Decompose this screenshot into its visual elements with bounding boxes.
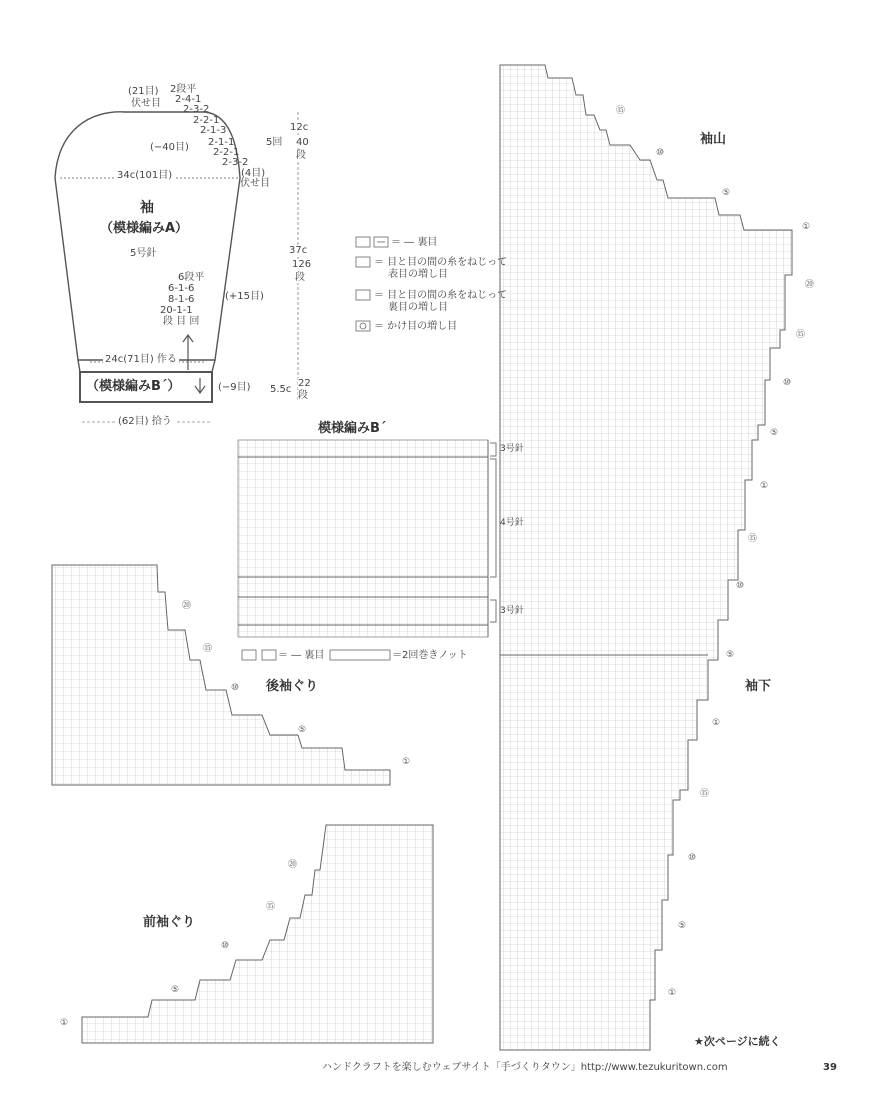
height-1-rows: 40: [296, 137, 309, 148]
sleeve-under-label: 袖下: [745, 679, 772, 694]
dec-line-7: 2-3-2: [222, 157, 249, 168]
under-marker-15: ⑮: [748, 534, 758, 544]
needle-3-bottom: 3号針: [500, 606, 524, 616]
legend-yo-inc: ＝ かけ目の増し目: [374, 321, 458, 332]
top-bind-count: (21目): [128, 86, 159, 97]
under-marker-5b: ⑤: [726, 650, 735, 660]
legend-knit-inc-2: 表目の増し目: [388, 269, 448, 280]
front-marker-15: ⑮: [266, 902, 276, 912]
legend-purl: ＝ ― 裏目: [391, 237, 438, 248]
sleeve-main-chart: [500, 65, 792, 1050]
back-marker-15: ⑮: [203, 644, 213, 654]
front-armhole-chart: [82, 825, 433, 1043]
inc-line-0: 6段平: [178, 272, 205, 283]
inc-line-2: 8-1-6: [168, 294, 195, 305]
plus-15: (+15目): [225, 291, 264, 302]
needle-3-top: 3号針: [500, 444, 524, 454]
dec-line-6: 2-2-1: [213, 147, 240, 158]
sleeve-title: 袖: [140, 200, 154, 216]
height-2-unit: 段: [295, 272, 305, 283]
cap-marker-20: ⑳: [805, 280, 815, 290]
minus-40: (−40目): [150, 142, 189, 153]
under-marker-1: ①: [760, 481, 769, 491]
back-marker-1: ①: [402, 757, 411, 767]
dec-line-8: (4目): [241, 168, 266, 179]
dec-line-2: 2-3-2: [183, 104, 210, 115]
cap-marker-10: ⑩: [656, 148, 665, 158]
inc-line-4: 段 目 回: [163, 316, 200, 327]
front-marker-20: ⑳: [288, 860, 298, 870]
height-3: 5.5c: [270, 384, 292, 395]
height-1: 12c: [290, 122, 309, 133]
legend-knit-inc-1: ＝ 目と目の間の糸をねじって: [374, 257, 508, 268]
pattern-b-title: 模様編みB´: [318, 421, 387, 436]
legend-purl-inc-2: 裏目の増し目: [388, 302, 448, 313]
cap-marker-15: ⑮: [616, 106, 626, 116]
cap-marker-1: ①: [802, 222, 811, 232]
sleeve-pattern: （模様編みA）: [100, 221, 189, 236]
minus-9: (−9目): [218, 382, 251, 393]
width-bottom: 24c(71目) 作る: [105, 354, 177, 365]
dec-line-3: 2-2-1: [193, 115, 220, 126]
back-marker-10: ⑩: [231, 683, 240, 693]
dec-line-4: 2-1-3: [200, 125, 227, 136]
sleeve-needle: 5号針: [130, 248, 157, 259]
top-bind-label: 伏せ目: [131, 98, 161, 109]
footer-text: ハンドクラフトを楽しむウェブサイト「手づくりタウン」http://www.tezukuritown.com: [322, 1062, 728, 1073]
sleeve-cap-label: 袖山: [700, 132, 727, 147]
under-marker-15b: ⑮: [700, 789, 710, 799]
width-top: 34c(101目): [117, 170, 173, 181]
under-marker-1c: ①: [668, 988, 677, 998]
pickup: (62目) 拾う: [115, 416, 175, 427]
cuff-pattern: （模様編みB´）: [86, 379, 181, 394]
dec-line-5: 2-1-1: [208, 137, 235, 148]
under-marker-5: ⑤: [770, 428, 779, 438]
height-1-unit: 段: [296, 150, 306, 161]
under-marker-5c: ⑤: [678, 921, 687, 931]
under-marker-10b: ⑩: [688, 853, 697, 863]
dec-line-1: 2-4-1: [175, 94, 202, 105]
height-2-rows: 126: [292, 259, 312, 270]
cap-marker-5: ⑤: [722, 188, 731, 198]
cap-marker-10b: ⑩: [783, 378, 792, 388]
height-3-rows: 22: [298, 378, 311, 389]
dec-times: 5回: [266, 137, 283, 148]
inc-line-3: 20-1-1: [160, 305, 193, 316]
pattern-b-legend-2: ＝2回巻きノット: [392, 650, 468, 661]
dec-line-9: 伏せ目: [240, 178, 270, 189]
back-armhole-label: 後袖ぐり: [266, 679, 319, 694]
back-marker-5: ⑤: [298, 725, 307, 735]
sleeve-schematic: [55, 112, 298, 422]
height-2: 37c: [289, 245, 308, 256]
needle-4: 4号針: [500, 518, 524, 528]
dec-line-0: 2段平: [170, 84, 197, 95]
back-marker-20: ⑳: [182, 601, 192, 611]
page-number: 39: [823, 1062, 837, 1073]
height-3-unit: 段: [298, 390, 308, 401]
front-marker-1: ①: [60, 1018, 69, 1028]
pattern-b-chart: [238, 440, 496, 637]
front-marker-10: ⑩: [221, 941, 230, 951]
under-marker-1b: ①: [712, 718, 721, 728]
pattern-b-legend-1: ＝ ― 裏目: [278, 650, 325, 661]
inc-line-1: 6-1-6: [168, 283, 195, 294]
legend-purl-inc-1: ＝ 目と目の間の糸をねじって: [374, 290, 508, 301]
cap-marker-15b: ⑮: [796, 330, 806, 340]
continue-note: ★次ページに続く: [694, 1035, 781, 1048]
front-armhole-label: 前袖ぐり: [143, 915, 196, 930]
under-marker-10: ⑩: [736, 581, 745, 591]
front-marker-5: ⑤: [171, 985, 180, 995]
